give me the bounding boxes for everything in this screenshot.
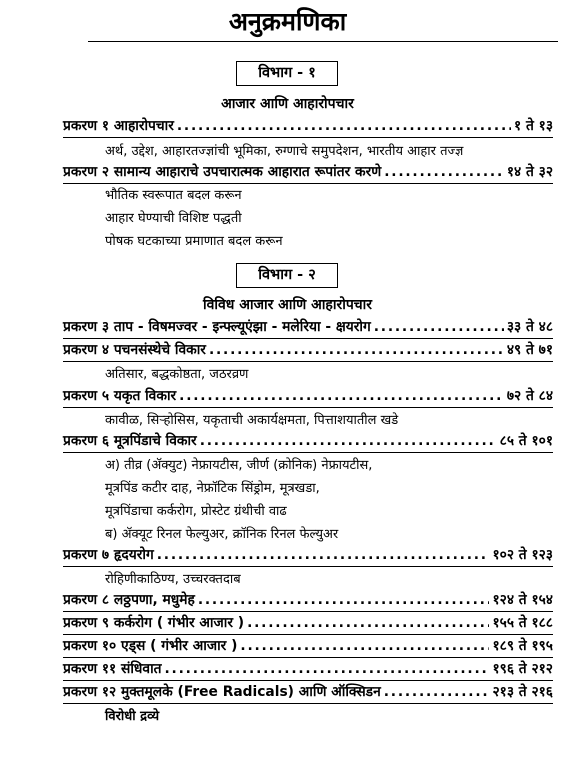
chapter-2-pages: १४ ते ३२ (506, 164, 553, 180)
dot-leader (165, 661, 490, 677)
dot-leader (177, 118, 511, 134)
dot-leader (200, 433, 497, 449)
chapter-9-pages: १५५ ते १८८ (492, 615, 553, 631)
chapter-6-subitem: ब) ॲक्यूट रिनल फेल्युअर, क्रॉनिक रिनल फेल्युअर (105, 527, 339, 542)
chapter-11-pages: १९६ ते २१२ (492, 661, 553, 677)
chapter-6-title: प्रकरण ६ मूत्रपिंडाचे विकार (63, 433, 197, 449)
chapter-8-title: प्रकरण ८ लठ्ठपणा, मधुमेह (63, 592, 195, 608)
dot-leader (198, 592, 490, 608)
chapter-3[interactable] (63, 317, 553, 339)
chapter-12-title: प्रकरण १२ मुक्तमूलके (Free Radicals) आणि ऑक्सिडन (63, 684, 381, 700)
dot-leader (209, 342, 504, 358)
chapter-10-title: प्रकरण १० एड्स ( गंभीर आजार ) (63, 638, 238, 654)
chapter-8-pages: १२४ ते १५४ (492, 592, 553, 608)
chapter-9-title: प्रकरण ९ कर्करोग ( गंभीर आजार ) (63, 615, 245, 631)
chapter-4-pages: ४९ ते ७१ (506, 342, 553, 358)
chapter-6-subitem: मूत्रपिंड कटीर दाह, नेफ्रॉटिक सिंड्रोम, मूत्रखडा, (105, 481, 320, 496)
dot-leader (384, 164, 504, 180)
chapter-5-pages: ७२ ते ८४ (506, 388, 553, 404)
dot-leader (384, 684, 490, 700)
chapter-6-subitem: मूत्रपिंडाचा कर्करोग, प्रोस्टेट ग्रंथीची वाढ (105, 504, 287, 519)
dot-leader (179, 388, 504, 404)
dot-leader (374, 319, 504, 335)
chapter-1-subitem: अर्थ, उद्देश, आहारतज्ज्ञांची भूमिका, रुग्णाचे समुपदेशन, भारतीय आहार तज्ज्ञ (105, 144, 464, 159)
section-1-label: विभाग - १ (236, 61, 338, 86)
page-title: अनुक्रमणिका (228, 7, 347, 36)
chapter-11-title: प्रकरण ११ संधिवात (63, 661, 162, 677)
chapter-6-pages: ८५ ते १०१ (499, 433, 553, 449)
chapter-1-pages: १ ते १३ (514, 118, 553, 134)
dot-leader (157, 547, 490, 563)
chapter-5-title: प्रकरण ५ यकृत विकार (63, 388, 177, 404)
chapter-12[interactable] (63, 682, 553, 704)
chapter-2-subitem: पोषक घटकाच्या प्रमाणात बदल करून (105, 234, 283, 249)
chapter-2[interactable] (63, 162, 553, 184)
chapter-10-pages: १८९ ते १९५ (492, 638, 553, 654)
chapter-4-subitem: अतिसार, बद्धकोष्ठता, जठरव्रण (105, 367, 249, 382)
chapter-12-pages: २१३ ते २१६ (492, 684, 553, 700)
chapter-5-subitem: कावीळ, सिऱ्होसिस, यकृताची अकार्यक्षमता, पित्ताशयातील खडे (105, 413, 399, 428)
chapter-4[interactable] (63, 340, 553, 362)
title-underline (88, 41, 558, 42)
chapter-1-title: प्रकरण १ आहारोपचार (63, 118, 174, 134)
chapter-1[interactable] (63, 116, 553, 138)
dot-leader (240, 638, 489, 654)
chapter-7-subitem: रोहिणीकाठिण्य, उच्चरक्तदाब (105, 572, 241, 587)
chapter-10[interactable] (63, 636, 553, 658)
section-2-title: विविध आजार आणि आहारोपचार (202, 297, 373, 313)
chapter-5[interactable] (63, 386, 553, 408)
chapter-2-subitem: भौतिक स्वरूपात बदल करून (105, 188, 242, 203)
chapter-12-subitem: विरोधी द्रव्ये (105, 709, 160, 724)
chapter-4-title: प्रकरण ४ पचनसंस्थेचे विकार (63, 342, 206, 358)
chapter-3-pages: ३३ ते ४८ (506, 319, 553, 335)
section-1-title: आजार आणि आहारोपचार (221, 96, 354, 112)
chapter-2-subitem: आहार घेण्याची विशिष्ट पद्धती (105, 211, 242, 226)
chapter-7-pages: १०२ ते १२३ (492, 547, 553, 563)
dot-leader (247, 615, 489, 631)
chapter-3-title: प्रकरण ३ ताप - विषमज्वर - इन्फ्ल्यूएंझा - मलेरिया - क्षयरोग (63, 319, 371, 335)
section-2-label: विभाग - २ (236, 263, 338, 288)
chapter-6[interactable] (63, 431, 553, 453)
chapter-7[interactable] (63, 545, 553, 567)
chapter-8[interactable] (63, 590, 553, 612)
chapter-11[interactable] (63, 659, 553, 681)
chapter-7-title: प्रकरण ७ हृदयरोग (63, 547, 154, 563)
chapter-9[interactable] (63, 613, 553, 635)
chapter-2-title: प्रकरण २ सामान्य आहाराचे उपचारात्मक आहारात रूपांतर करणे (63, 164, 382, 180)
chapter-6-subitem: अ) तीव्र (ॲक्युट) नेफ्रायटीस, जीर्ण (क्रोनिक) नेफ्रायटीस, (105, 458, 373, 473)
